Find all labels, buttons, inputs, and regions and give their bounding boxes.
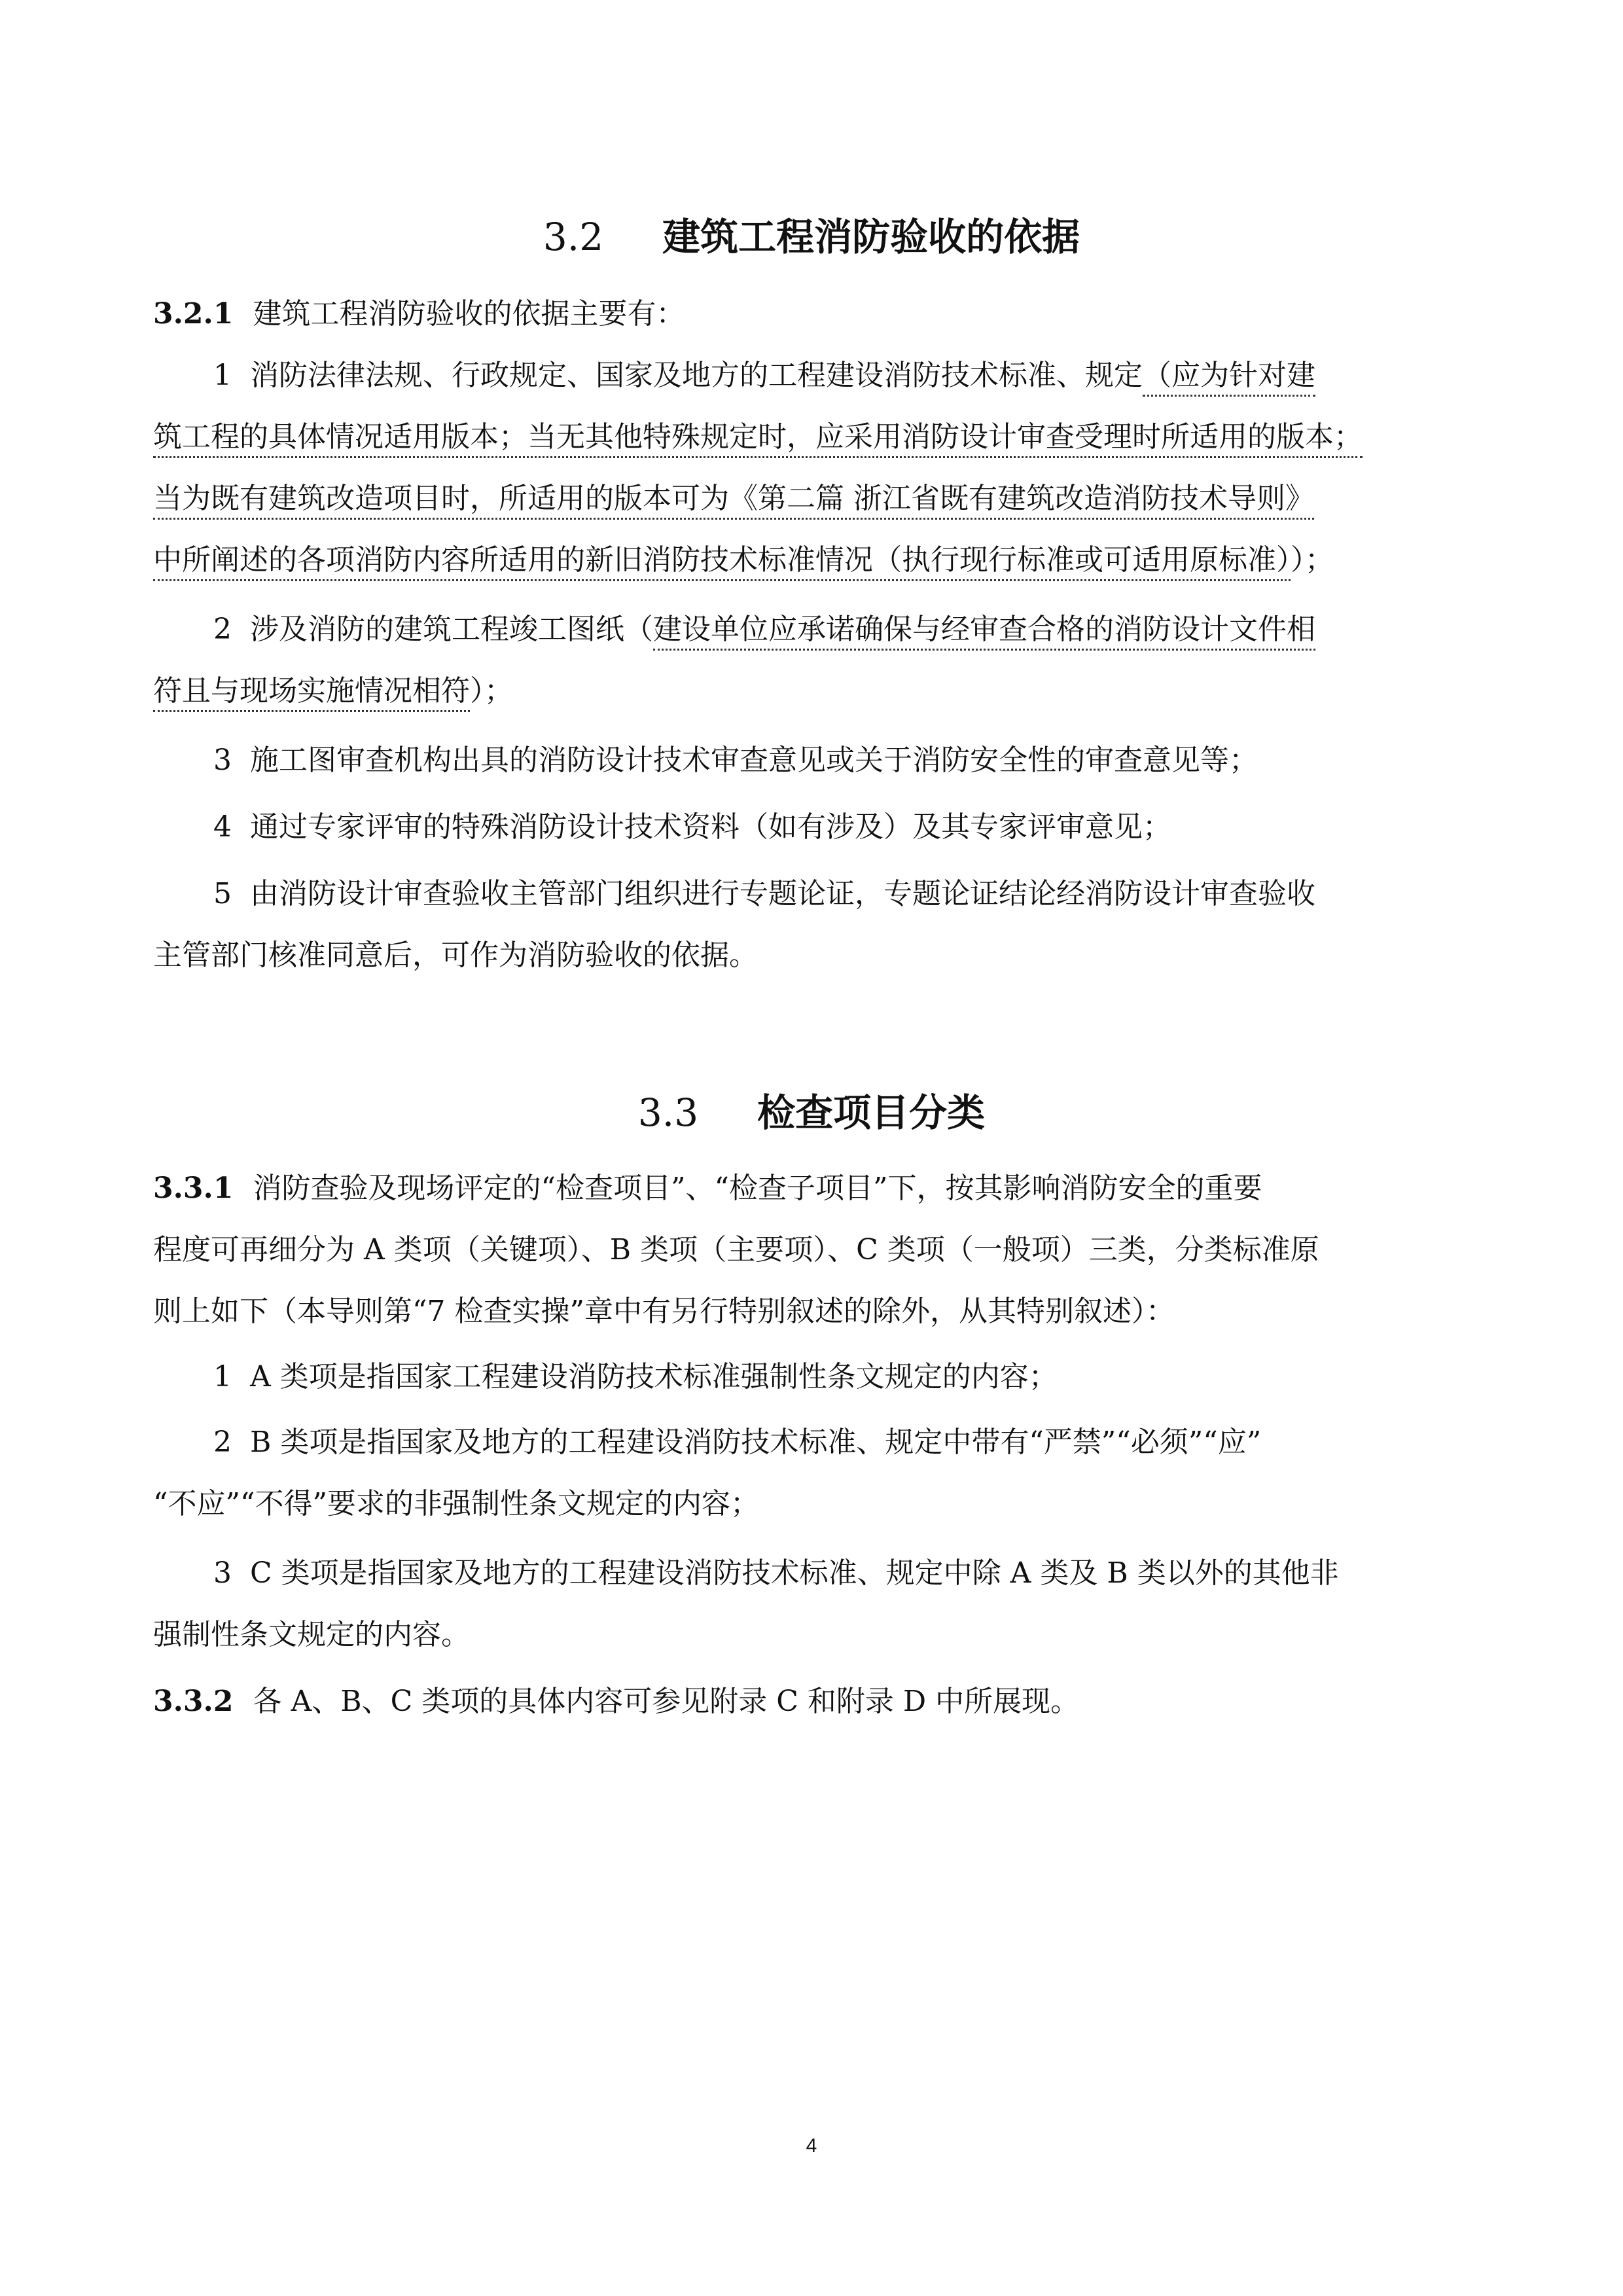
underlined-text: 筑工程的具体情况适用版本；当无其他特殊规定时，应采用消防设计审查受理时所适用的版本； xyxy=(153,420,1363,458)
item-number: 2 xyxy=(213,1426,232,1459)
clause-text: 建筑工程消防验收的依据主要有： xyxy=(253,297,685,331)
item-text: 涉及消防的建筑工程竣工图纸（ xyxy=(250,613,653,646)
clause-3-3-2 xyxy=(153,1681,1475,1723)
list-item-1-line-4 xyxy=(153,539,1475,581)
list-item-5-line-1 xyxy=(213,873,1475,915)
clause-number: 3.3.2 xyxy=(153,1685,234,1718)
list-item-1-line-1 xyxy=(213,355,1475,397)
section-title: 建筑工程消防验收的依据 xyxy=(662,215,1080,259)
class-item-2-line-1 xyxy=(213,1422,1475,1463)
list-item-5-line-2 xyxy=(153,935,1475,977)
item-text: ）； xyxy=(470,674,513,708)
item-number: 5 xyxy=(213,877,232,910)
underlined-text: （应为针对建 xyxy=(1143,359,1315,397)
underlined-text: 当为既有建筑改造项目时，所适用的版本可为《第二篇 浙江省既有建筑改造消防技术导则》 xyxy=(153,482,1314,520)
item-text: 消防法律法规、行政规定、国家及地方的工程建设消防技术标准、规定 xyxy=(250,359,1143,392)
clause-text: 消防查验及现场评定的“检查项目”、“检查子项目”下，按其影响消防安全的重要 xyxy=(253,1172,1262,1205)
item-text: “不应”“不得”要求的非强制性条文规定的内容； xyxy=(153,1487,759,1520)
page-number: 4 xyxy=(806,2135,817,2157)
class-item-3-line-1 xyxy=(213,1552,1475,1594)
clause-text: 各 A、B、C 类项的具体内容可参见附录 C 和附录 D 中所展现。 xyxy=(253,1685,1080,1718)
clause-3-3-1-line-1 xyxy=(153,1168,1475,1210)
item-text: 施工图审查机构出具的消防设计技术审查意见或关于消防安全性的审查意见等； xyxy=(250,744,1258,777)
section-number: 3.3 xyxy=(637,1090,699,1135)
section-title: 检查项目分类 xyxy=(757,1090,986,1135)
item-text: A 类项是指国家工程建设消防技术标准强制性条文规定的内容； xyxy=(250,1360,1058,1393)
item-text: 主管部门核准同意后，可作为消防验收的依据。 xyxy=(153,939,758,972)
item-text: ）； xyxy=(1291,543,1334,577)
list-item-2-line-1 xyxy=(213,609,1475,651)
list-item-1-line-3 xyxy=(153,478,1475,520)
item-number: 1 xyxy=(213,1360,232,1393)
item-text: 由消防设计审查验收主管部门组织进行专题论证，专题论证结论经消防设计审查验收 xyxy=(250,877,1315,910)
clause-number: 3.2.1 xyxy=(153,297,234,331)
clause-3-2-1 xyxy=(153,293,1475,335)
item-text: C 类项是指国家及地方的工程建设消防技术标准、规定中除 A 类及 B 类以外的其他非 xyxy=(250,1556,1339,1590)
class-item-1 xyxy=(213,1356,1475,1398)
list-item-4 xyxy=(213,806,1475,848)
underlined-text: 建设单位应承诺确保与经审查合格的消防设计文件相 xyxy=(653,613,1315,651)
class-item-2-line-2 xyxy=(153,1483,1475,1525)
underlined-text: 中所阐述的各项消防内容所适用的新旧消防技术标准情况（执行现行标准或可适用原标准） xyxy=(153,543,1291,581)
item-number: 1 xyxy=(213,359,232,392)
clause-3-3-1-line-3 xyxy=(153,1291,1475,1333)
item-number: 3 xyxy=(213,744,232,777)
underlined-text: 符且与现场实施情况相符 xyxy=(153,674,470,712)
item-text: B 类项是指国家及地方的工程建设消防技术标准、规定中带有“严禁”“必须”“应” xyxy=(250,1426,1262,1459)
clause-number: 3.3.1 xyxy=(153,1172,234,1205)
clause-text: 程度可再细分为 A 类项（关键项）、B 类项（主要项）、C 类项（一般项）三类，分类标准原 xyxy=(153,1233,1319,1266)
section-heading-3-3 xyxy=(0,1086,1623,1139)
clause-text: 则上如下（本导则第“7 检查实操”章中有另行特别叙述的除外，从其特别叙述）： xyxy=(153,1295,1175,1328)
item-number: 2 xyxy=(213,613,232,646)
item-text: 强制性条文规定的内容。 xyxy=(153,1618,470,1651)
list-item-3 xyxy=(213,740,1475,781)
item-number: 3 xyxy=(213,1556,232,1590)
item-number: 4 xyxy=(213,810,232,844)
list-item-2-line-2 xyxy=(153,670,1475,712)
class-item-3-line-2 xyxy=(153,1614,1475,1656)
list-item-1-line-2 xyxy=(153,416,1475,458)
clause-3-3-1-line-2 xyxy=(153,1229,1475,1271)
section-number: 3.2 xyxy=(543,215,604,259)
item-text: 通过专家评审的特殊消防设计技术资料（如有涉及）及其专家评审意见； xyxy=(250,810,1171,844)
section-heading-3-2 xyxy=(0,211,1623,263)
